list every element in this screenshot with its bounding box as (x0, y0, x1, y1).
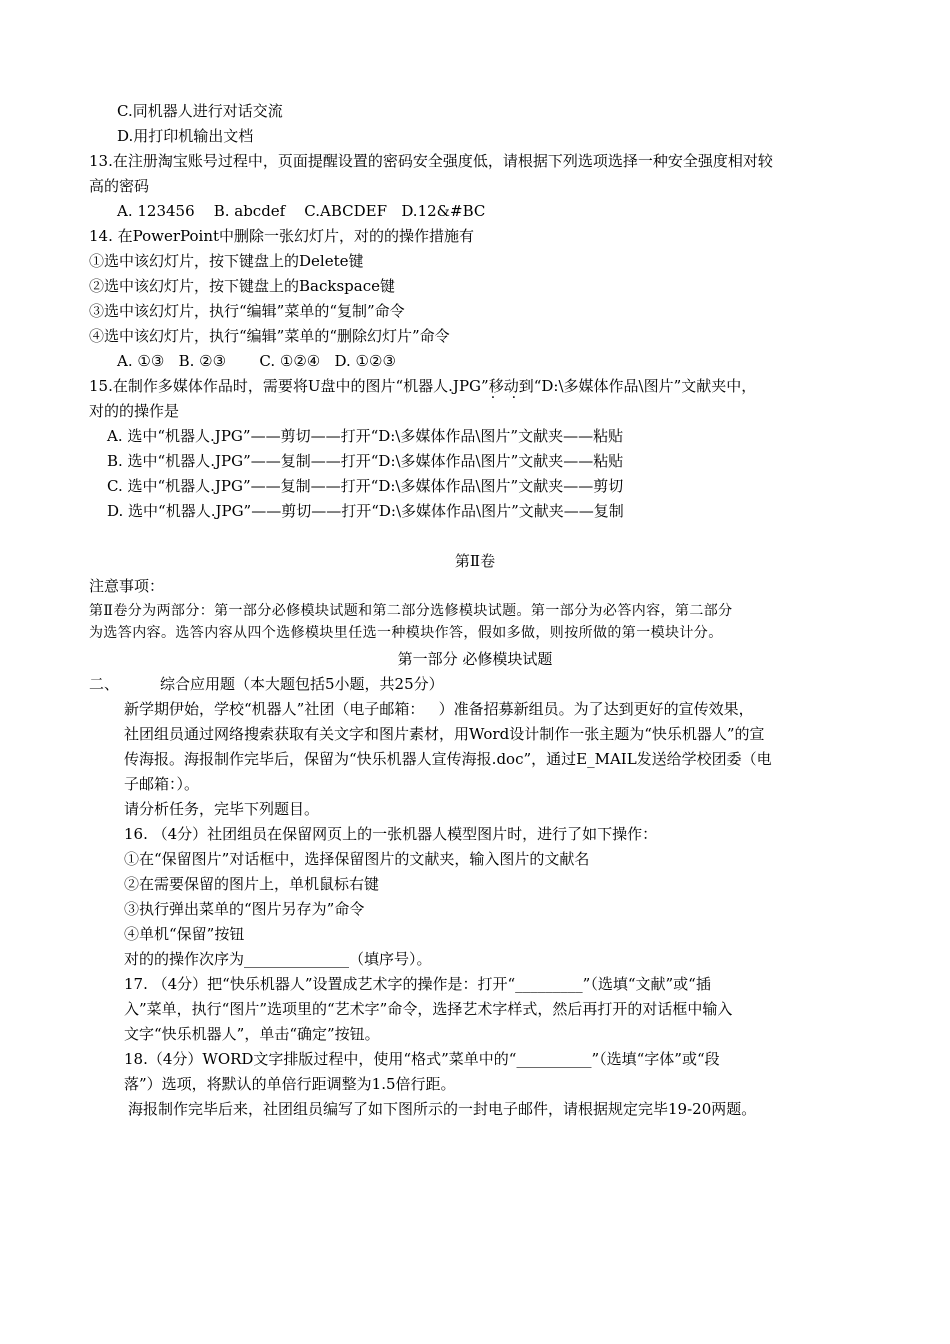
q15-option-c: C. 选中“机器人.JPG”——复制——打开“D:\多媒体作品\图片”文献夹——剪切 (107, 477, 624, 495)
q14-item-2: ②选中该幻灯片，按下键盘上的Backspace键 (89, 277, 395, 295)
q15-option-a: A. 选中“机器人.JPG”——剪切——打开“D:\多媒体作品\图片”文献夹——粘贴 (107, 427, 624, 445)
q17-line-3: 文字“快乐机器人”，单击“确定”按钮。 (124, 1025, 380, 1043)
q18-line-2: 落”）选项，将默认的单倍行距调整为1.5倍行距。 (124, 1075, 456, 1093)
q12-option-d: D.用打印机输出文档 (117, 127, 254, 145)
q15-stem-part-c: 到“D:\多媒体作品\图片”文献夹中， (518, 377, 757, 395)
q15-stem (89, 374, 756, 398)
intro-line-4: 子邮箱：）。 (124, 775, 200, 793)
q16-item-3: ③执行弹出菜单的“图片另存为”命令 (124, 900, 365, 918)
intro-line-5: 请分析任务，完毕下列题目。 (124, 800, 320, 818)
closing-instruction: 海报制作完毕后来，社团组员编写了如下图所示的一封电子邮件，请根据规定完毕19-20两题。 (128, 1100, 757, 1118)
q13-stem: 13.在注册淘宝账号过程中，页面提醒设置的密码安全强度低，请根据下列选项选择一种安全强度相对较 (89, 152, 773, 170)
notice-line-1: 第Ⅱ卷分为两部分：第一部分必修模块试题和第二部分选修模块试题。第一部分为必答内容，第二部分 (89, 603, 733, 619)
q17-line-1: 17. （4分）把“快乐机器人”设置成艺术字的操作是：打开“_________”（选填“文献”或“插 (124, 975, 711, 993)
q15-option-b: B. 选中“机器人.JPG”——复制——打开“D:\多媒体作品\图片”文献夹——粘贴 (107, 452, 624, 470)
intro-line-3: 传海报。海报制作完毕后，保留为“快乐机器人宣传海报.doc”，通过E_MAIL发送给学校团委（电 (124, 750, 772, 768)
q14-stem: 14. 在PowerPoint中删除一张幻灯片，对的的操作措施有 (89, 227, 475, 245)
q15-stem-part-a: 15.在制作多媒体作品时，需要将U盘中的图片“机器人.JPG” (89, 377, 489, 395)
q16-item-2: ②在需要保留的图片上，单机鼠标右键 (124, 875, 380, 893)
notice-label: 注意事项： (89, 577, 165, 595)
intro-line-2: 社团组员通过网络搜索获取有关文字和图片素材，用Word设计制作一张主题为“快乐机器人”的宣 (124, 725, 765, 743)
q15-option-d: D. 选中“机器人.JPG”——剪切——打开“D:\多媒体作品\图片”文献夹——复制 (107, 502, 624, 520)
part-two-number: 二、 (89, 675, 120, 693)
part-two-title: 综合应用题（本大题包括5小题，共25分） (160, 675, 444, 693)
q16-item-4: ④单机“保留”按钮 (124, 925, 245, 943)
q13-stem-cont: 高的密码 (89, 177, 150, 195)
q12-option-c: C.同机器人进行对话交流 (117, 102, 283, 120)
q14-item-3: ③选中该幻灯片，执行“编辑”菜单的“复制”命令 (89, 302, 405, 320)
q16-item-1: ①在“保留图片”对话框中，选择保留图片的文献夹，输入图片的文献名 (124, 850, 590, 868)
q16-stem: 16. （4分）社团组员在保留网页上的一张机器人模型图片时，进行了如下操作： (124, 825, 658, 843)
q14-item-1: ①选中该幻灯片，按下键盘上的Delete键 (89, 252, 364, 270)
q14-item-4: ④选中该幻灯片，执行“编辑”菜单的“删除幻灯片”命令 (89, 327, 450, 345)
q13-options: A. 123456 B. abcdef C.ABCDEF D.12&#BC (117, 202, 486, 220)
q17-line-2: 入”菜单，执行“图片”选项里的“艺术字”命令，选择艺术字样式，然后再打开的对话框中输入 (124, 1000, 733, 1018)
section-title: 第Ⅱ卷 (454, 552, 496, 570)
q16-answer-line: 对的的操作次序为______________（填序号）。 (124, 950, 432, 968)
part-one-title: 第一部分 必修模块试题 (397, 650, 553, 668)
q15-emphasis-move: 移动 · · (489, 374, 519, 398)
intro-line-1: 新学期伊始，学校“机器人”社团（电子邮箱： ）准备招募新组员。为了达到更好的宣传效果， (124, 700, 754, 718)
notice-line-2: 为选答内容。选答内容从四个选修模块里任选一种模块作答，假如多做，则按所做的第一模块计分。 (89, 625, 723, 641)
q18-line-1: 18.（4分）WORD文字排版过程中，使用“格式”菜单中的“__________”（选填“字体”或“段 (124, 1050, 720, 1068)
q14-options: A. ①③ B. ②③ C. ①②④ D. ①②③ (117, 352, 396, 370)
q15-stem-cont: 对的的操作是 (89, 402, 180, 420)
